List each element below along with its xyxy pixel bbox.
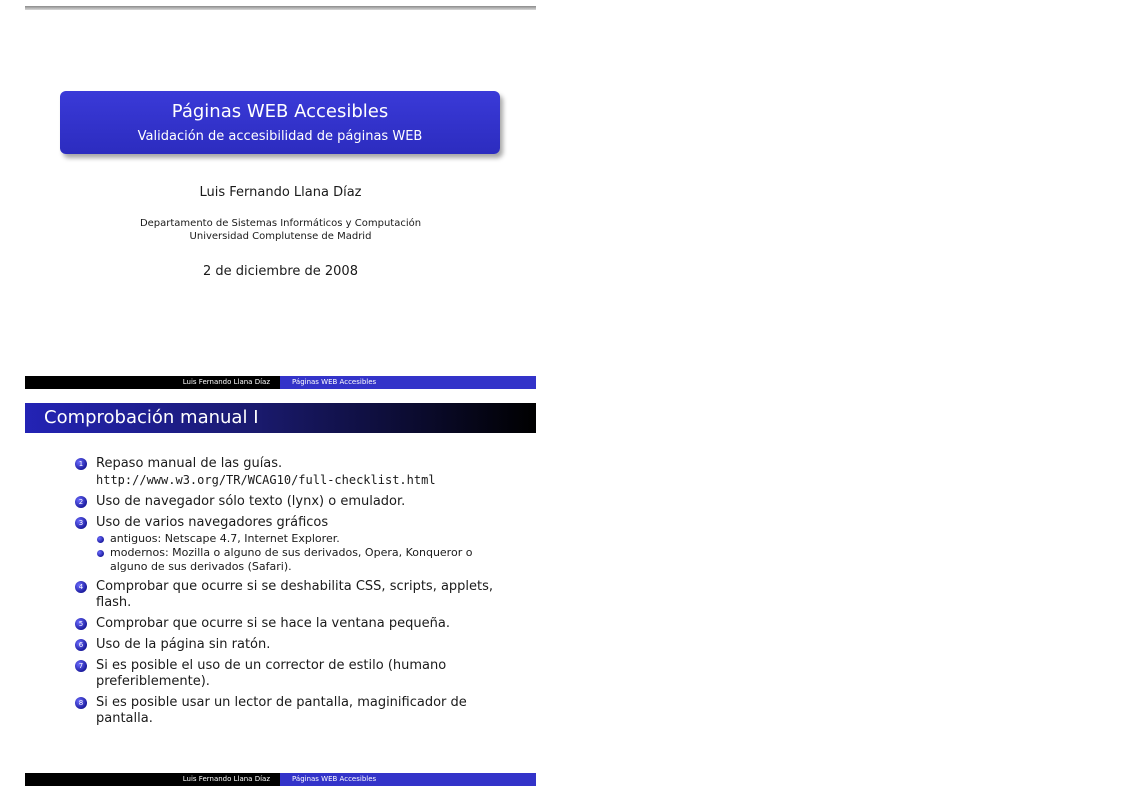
content-slide — [25, 403, 536, 787]
footer-author: Luis Fernando Llana Díaz — [25, 773, 280, 786]
footer-title: Páginas WEB Accesibles — [280, 376, 536, 389]
slide-footer — [25, 376, 536, 389]
item-number: 2 — [75, 496, 87, 508]
list-item — [75, 494, 505, 510]
presentation-subtitle: Validación de accesibilidad de páginas WEB — [137, 129, 423, 144]
list-item — [75, 579, 505, 611]
presentation-date: 2 de diciembre de 2008 — [203, 264, 358, 279]
list-item — [75, 637, 505, 653]
frame-title: Comprobación manual I — [25, 403, 536, 433]
item-text: Uso de la página sin ratón. — [96, 637, 271, 652]
item-text: Si es posible el uso de un corrector de estilo (humano preferiblemente). — [96, 658, 447, 689]
item-number: 6 — [75, 639, 87, 651]
checklist-url: http://www.w3.org/TR/WCAG10/full-checklist.html — [96, 473, 436, 487]
title-block — [60, 91, 500, 154]
item-text: Uso de navegador sólo texto (lynx) o emulador. — [96, 494, 406, 509]
bullet-icon — [97, 536, 104, 543]
list-item — [75, 695, 505, 727]
sub-item — [96, 546, 505, 574]
top-rule — [25, 6, 536, 10]
item-number: 8 — [75, 697, 87, 709]
item-number: 4 — [75, 581, 87, 593]
item-number: 5 — [75, 618, 87, 630]
item-text: Si es posible usar un lector de pantalla, maginificador de pantalla. — [96, 695, 467, 726]
list-item — [75, 658, 505, 690]
institution-university: Universidad Complutense de Madrid — [189, 231, 372, 242]
item-text: Repaso manual de las guías. — [96, 456, 283, 471]
footer-title: Páginas WEB Accesibles — [280, 773, 536, 786]
checklist — [75, 456, 505, 732]
slide-footer — [25, 773, 536, 786]
item-text: Comprobar que ocurre si se hace la ventana pequeña. — [96, 616, 450, 631]
presentation-title: Páginas WEB Accesibles — [171, 101, 389, 122]
item-number: 3 — [75, 517, 87, 529]
item-text: Comprobar que ocurre si se deshabilita CSS, scripts, applets, flash. — [96, 579, 494, 610]
sub-list — [96, 532, 505, 574]
footer-author: Luis Fernando Llana Díaz — [25, 376, 280, 389]
author-name: Luis Fernando Llana Díaz — [199, 185, 362, 200]
list-item — [75, 515, 505, 574]
sub-item — [96, 532, 505, 546]
list-item — [75, 616, 505, 632]
sub-item-text: modernos: Mozilla o alguno de sus derivados, Opera, Konqueror o alguno de sus derivados (Safari). — [110, 546, 473, 573]
sub-item-text: antiguos: Netscape 4.7, Internet Explorer. — [110, 532, 340, 545]
institution-department: Departamento de Sistemas Informáticos y Computación — [139, 218, 422, 229]
item-text: Uso de varios navegadores gráficos — [96, 515, 329, 530]
item-number: 7 — [75, 660, 87, 672]
item-number: 1 — [75, 458, 87, 470]
bullet-icon — [97, 550, 104, 557]
title-slide — [25, 6, 536, 389]
list-item — [75, 456, 505, 489]
